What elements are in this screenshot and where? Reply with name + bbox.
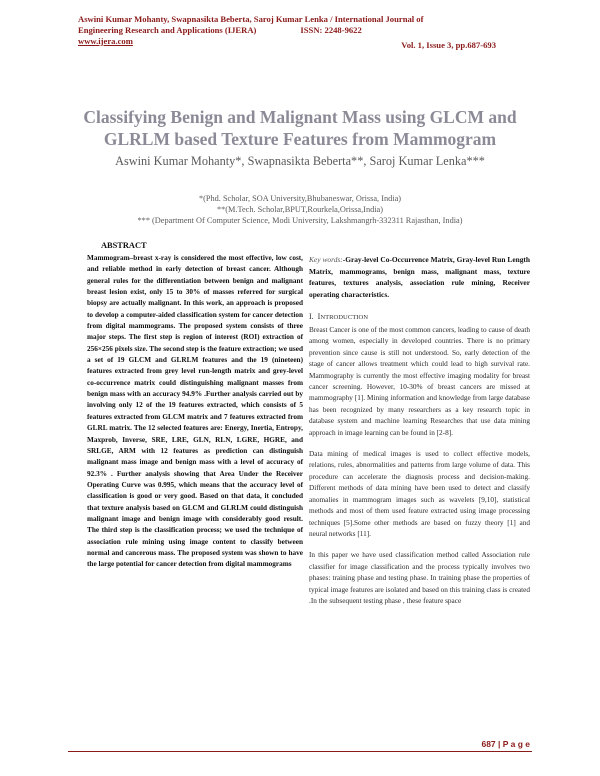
issn: ISSN: 2248-9622 xyxy=(300,25,362,35)
section-title-rest: NTRODUCTION xyxy=(320,314,368,321)
intro-paragraph-2: Data mining of medical images is used to collect effective models, relations, rules, abnormalities and patterns from large volume of data. This procedure can accelerate the diagnosis process and decision-making. Different methods of data mining have been used to detect and classify anomalies in mammogram images such as wavelets [9,10], statistical methods and most of them used feature extracted using image processing techniques [5].Some other methods are based on fuzzy theory [1] and neural networks [11]. xyxy=(309,450,530,538)
keywords xyxy=(309,254,530,300)
volume-info: Vol. 1, Issue 3, pp.687-693 xyxy=(401,40,496,50)
title-line-1: Classifying Benign and Malignant Mass using GLCM and xyxy=(83,107,517,127)
authors: Aswini Kumar Mohanty*, Swapnasikta Beberta**, Saroj Kumar Lenka*** xyxy=(115,154,485,168)
journal-url-link[interactable]: www.ijera.com xyxy=(78,36,133,46)
title-line-2: GLRLM based Texture Features from Mammogram xyxy=(103,129,497,149)
keywords-text: -Gray-level Co-Occurrence Matrix, Gray-level Run Length Matrix, mammograms, benign mass, malignant mass, texture features, textures analysis, association rule mining, Receiver operating characteristics. xyxy=(309,255,530,299)
affiliation-2: **(M.Tech. Scholar,BPUT,Rourkela,Orissa,India) xyxy=(217,205,383,214)
abstract-text: Mammogram–breast x-ray is considered the most effective, low cost, and reliable method in early detection of breast cancer. Although general rules for the differentiation between benign and malignant breast lesion exist, only 15 to 30% of masses referred for surgical biopsy are actually malignant. In this work, an approach is proposed to develop a computer-aided classification system for cancer detection from digital mammograms. The proposed system consists of three major steps. The first step is region of interest (ROI) extraction of 256×256 pixels size. The second step is the feature extraction; we used a set of 19 GLCM and GLRLM features and the 19 (nineteen) features extracted from grey level run-length matrix and grey-level co-occurrence matrix could distinguishing malignant masses from benign mass with an accuracy 94.9% .Further analysis carried out by involving only 12 of the 19 features extracted, which consists of 5 features extracted from GLCM matrix and 7 features extracted from GLRL matrix. The 12 selected features are: Energy, Inertia, Entropy, Maxprob, Inverse, SRE, LRE, GLN, RLN, LGRE, HGRE, and SRLGE, ARM with 12 features as prediction can distinguish malignant mass image and benign mass with a level of accuracy of 92.3% . Further analysis showing that Area Under the Receiver Operating Curve was 0.995, which means that the accuracy level of classification is good or very good. Based on that data, it concluded that texture analysis based on GLCM and GLRLM could distinguish malignant image and benign image with considerably good result. The third step is the classification process; we used the technique of association rule mining using image content to classify between normal and cancerous mass. The proposed system was shown to have the large potential for cancer detection from digital mammograms xyxy=(87,254,303,569)
affiliation-1: *(Phd. Scholar, SOA University,Bhubaneswar, Orissa, India) xyxy=(198,194,402,203)
affiliations xyxy=(60,193,540,226)
intro-paragraph-3: In this paper we have used classification method called Association rule classifier for image classification and the process typically involves two phases: training phase and testing phase. In training phase the properties of typical image features are isolated and based on this training class is created .In the subsequent testing phase , these feature space xyxy=(309,551,530,605)
journal-name: Engineering Research and Applications (IJERA) xyxy=(78,25,257,35)
paper-title xyxy=(60,106,540,150)
section-title-initial: I xyxy=(317,312,321,321)
page-number: 687 | P a g e xyxy=(481,739,530,749)
abstract-heading: ABSTRACT xyxy=(101,241,147,250)
footer-rule xyxy=(68,751,532,752)
intro-paragraph-1: Breast Cancer is one of the most common cancers, leading to cause of death among women, especially in developed countries. There is no primary prevention since cause is still not understood. So, early detection of the stage of cancer allows treatment which could lead to high survival rate. Mammography is currently the most effective imaging modality for breast cancer screening. However, 10-30% of breast cancers are missed at mammography [1]. Mining information and knowledge from large database has been recognized by many researchers as a key research topic in database system and machine learning Researches that use data mining approach in image learning can be found in [2-8]. xyxy=(309,326,530,437)
header-line-2 xyxy=(78,25,528,36)
section-number: I. xyxy=(309,312,314,321)
affiliation-3: *** (Department Of Computer Science, Modi University, Lakshmangrh-332311 Rajasthan, India) xyxy=(137,216,463,225)
keywords-label: Key words: xyxy=(309,255,343,264)
left-column xyxy=(87,240,303,571)
right-column xyxy=(309,254,530,607)
section-heading-introduction xyxy=(309,312,530,321)
header-line-1: Aswini Kumar Mohanty, Swapnasikta Beberta, Saroj Kumar Lenka / International Journal of xyxy=(78,14,424,24)
